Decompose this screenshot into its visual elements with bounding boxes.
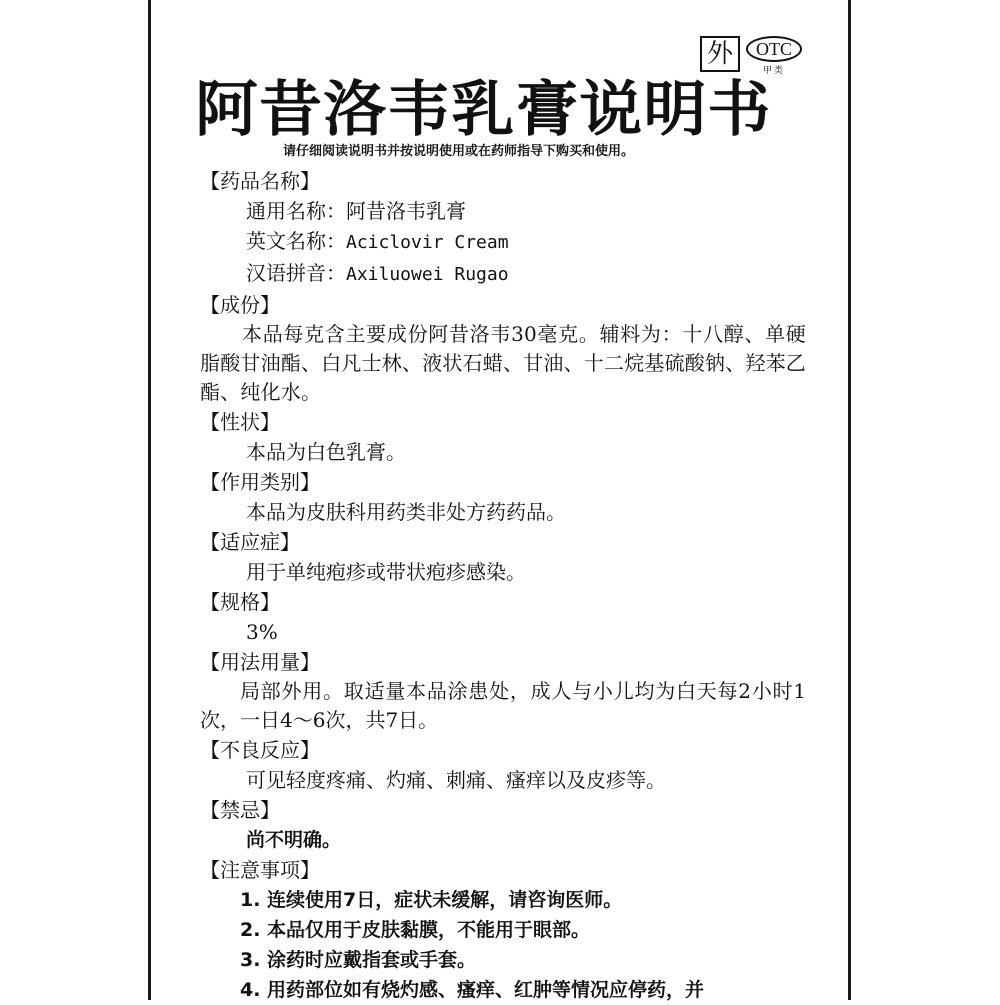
document-title: 阿昔洛韦乳膏说明书 bbox=[195, 75, 772, 145]
section-heading-precautions: 【注意事项】 bbox=[200, 858, 320, 882]
generic-name: 通用名称：阿昔洛韦乳膏 bbox=[246, 199, 466, 223]
ingredients-text: 本品每克含主要成份阿昔洛韦30毫克。辅料为：十八醇、单硬脂酸甘油酯、白凡士林、液状石蜡、甘油、十二烷基硫酸钠、羟苯乙酯、纯化水。 bbox=[200, 322, 806, 404]
precaution-item: 1. 连续使用7日，症状未缓解，请咨询医师。 bbox=[240, 889, 623, 911]
section-heading-dosage: 【用法用量】 bbox=[200, 650, 320, 674]
contraindications-text: 尚不明确。 bbox=[246, 829, 342, 851]
section-heading-ingredients: 【成份】 bbox=[200, 293, 280, 317]
document-subtitle: 请仔细阅读说明书并按说明使用或在药师指导下购买和使用。 bbox=[283, 144, 635, 159]
adverse-reactions-text: 可见轻度疼痛、灼痛、刺痛、瘙痒以及皮疹等。 bbox=[246, 768, 666, 792]
pinyin-name-label: 汉语拼音： bbox=[246, 261, 346, 285]
section-heading-contraindications: 【禁忌】 bbox=[200, 798, 280, 822]
scan-edge-left bbox=[148, 0, 151, 1000]
pinyin-name bbox=[200, 258, 806, 290]
properties-text: 本品为白色乳膏。 bbox=[246, 440, 406, 464]
otc-mark: OTC bbox=[746, 36, 802, 62]
label-badges bbox=[700, 36, 802, 76]
otc-class: 甲类 bbox=[762, 66, 785, 76]
section-heading-properties: 【性状】 bbox=[200, 410, 280, 434]
indications-text: 用于单纯疱疹或带状疱疹感染。 bbox=[246, 560, 526, 584]
section-heading-drug-name: 【药品名称】 bbox=[200, 169, 320, 193]
dosage-text: 局部外用。取适量本品涂患处，成人与小儿均为白天每2小时1次，一日4～6次，共7日。 bbox=[200, 679, 806, 732]
scan-edge-right bbox=[848, 0, 851, 1000]
english-name-label: 英文名称： bbox=[246, 229, 346, 253]
leaflet-body bbox=[200, 166, 806, 1005]
external-use-mark: 外 bbox=[700, 36, 740, 72]
pinyin-name-value: Axiluowei Rugao bbox=[346, 264, 509, 285]
precaution-item: 2. 本品仅用于皮肤黏膜，不能用于眼部。 bbox=[240, 919, 591, 941]
precaution-item: 3. 涂药时应戴指套或手套。 bbox=[240, 949, 477, 971]
english-name bbox=[200, 226, 806, 258]
section-heading-category: 【作用类别】 bbox=[200, 470, 320, 494]
otc-badge bbox=[746, 36, 802, 76]
section-heading-indications: 【适应症】 bbox=[200, 530, 300, 554]
specification-text: 3% bbox=[246, 620, 278, 644]
section-heading-adverse-reactions: 【不良反应】 bbox=[200, 738, 320, 762]
category-text: 本品为皮肤科用药类非处方药药品。 bbox=[246, 500, 566, 524]
section-heading-specification: 【规格】 bbox=[200, 590, 280, 614]
precaution-item: 4. 用药部位如有烧灼感、瘙痒、红肿等情况应停药，并 bbox=[240, 979, 705, 1001]
english-name-value: Aciclovir Cream bbox=[346, 232, 509, 253]
